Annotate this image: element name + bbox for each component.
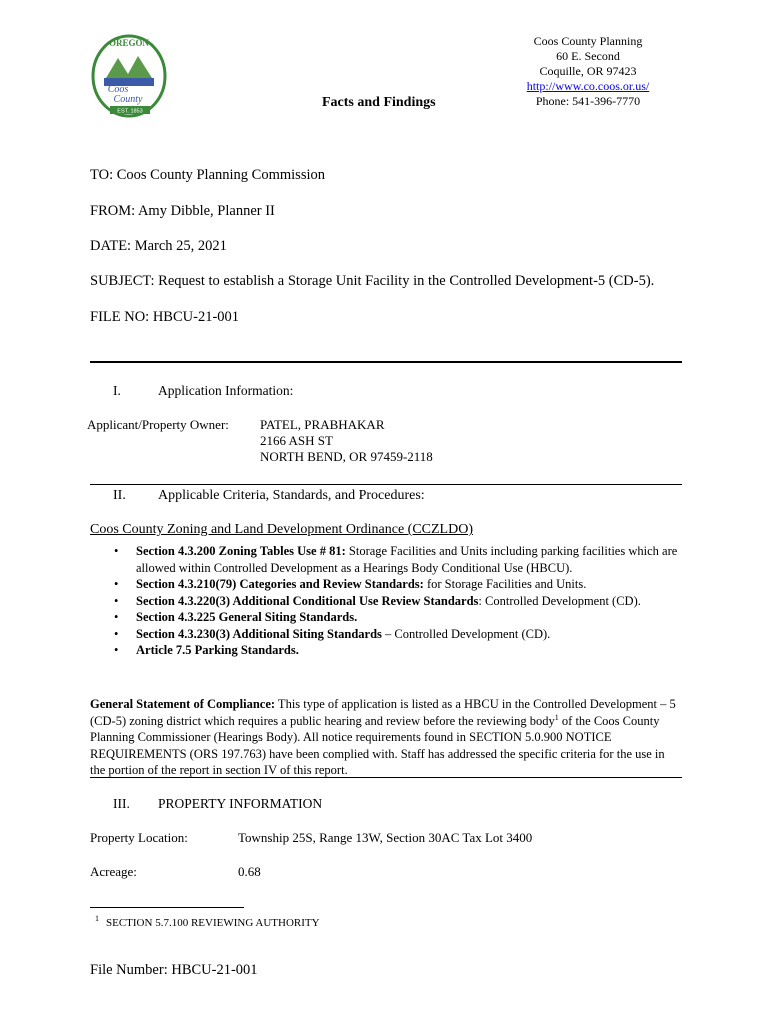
section-3-number: III. (113, 796, 130, 811)
memo-to: TO: Coos County Planning Commission (90, 167, 325, 183)
logo-est: EST. 1853 (117, 108, 143, 115)
memo-from: FROM: Amy Dibble, Planner II (90, 203, 275, 219)
office-website-link[interactable]: http://www.co.coos.or.us/ (526, 79, 650, 93)
list-item: • Section 4.3.230(3) Additional Siting Standards – Controlled Development (CD). (112, 626, 687, 643)
applicant-city: NORTH BEND, OR 97459-2118 (260, 449, 433, 464)
section-1-title: Application Information: (158, 383, 294, 398)
logo-name-line1: Coos (107, 84, 129, 95)
applicant-name: PATEL, PRABHAKAR (260, 417, 385, 432)
footnote-rule (90, 907, 244, 908)
list-item: • Section 4.3.225 General Siting Standards. (112, 609, 687, 626)
applicant-value (260, 417, 433, 465)
section-2-number: II. (113, 488, 126, 503)
compliance-statement: General Statement of Compliance: This type of application is listed as a HBCU in the Controlled Development – 5 (CD-5) zoning district which requires a public hearing and review before the reviewing body$^1$ of the Coos County Planning Commissioner (Hearings Body). All notice requirements found in SECTION 5.0.900 NOTICE REQUIREMENTS (ORS 197.763) have been complied with. Staff has addressed the specific criteria for the use in the portion of the report in section IV of this report. (90, 697, 676, 777)
office-city: Coquille, OR 97423 (539, 64, 637, 78)
office-address (478, 34, 698, 109)
applicant-street: 2166 ASH ST (260, 433, 333, 448)
footnote-ref[interactable]: 1 (554, 712, 559, 722)
acreage-label: Acreage: (90, 864, 137, 879)
footer-file-number: File Number: HBCU-21-001 (90, 962, 258, 978)
list-item: • Section 4.3.210(79) Categories and Review Standards: for Storage Facilities and Units. (112, 576, 687, 593)
memo-file-no: FILE NO: HBCU-21-001 (90, 309, 240, 325)
footnote-marker: 1 (95, 914, 99, 923)
office-phone: Phone: 541-396-7770 (535, 94, 641, 108)
compliance-label: General Statement of Compliance: (90, 697, 276, 711)
property-location-label: Property Location: (90, 830, 188, 845)
office-name: Coos County Planning (533, 34, 643, 48)
section-1-number: I. (113, 383, 121, 398)
logo-name-line2: County (113, 94, 143, 105)
property-location-value: Township 25S, Range 13W, Section 30AC Tax Lot 3400 (238, 830, 533, 845)
county-seal-icon (88, 32, 170, 120)
criteria-list (112, 543, 687, 659)
memo-date: DATE: March 25, 2021 (90, 238, 227, 254)
coos-county-logo (88, 32, 170, 120)
applicant-label: Applicant/Property Owner: (87, 417, 229, 432)
document-title: Facts and Findings (322, 95, 436, 110)
list-item: • Section 4.3.220(3) Additional Conditional Use Review Standards: Controlled Development (CD). (112, 593, 687, 610)
memo-subject: SUBJECT: Request to establish a Storage Unit Facility in the Controlled Development-5 (CD-5). (90, 273, 655, 289)
footnote-text: SECTION 5.7.100 REVIEWING AUTHORITY (106, 917, 320, 929)
section-divider (90, 361, 682, 363)
list-item: • Section 4.3.200 Zoning Tables Use # 81: Storage Facilities and Units including parking facilities which are allowed within Controlled Development as a Hearings Body Conditional Use (HBCU). (112, 543, 687, 576)
logo-top-text: OREGON (108, 38, 150, 48)
acreage-value: 0.68 (238, 864, 261, 879)
section-divider (90, 484, 682, 485)
ordinance-heading: Coos County Zoning and Land Development Ordinance (CCZLDO) (90, 522, 473, 537)
section-divider (90, 777, 682, 778)
section-2-title: Applicable Criteria, Standards, and Procedures: (158, 488, 425, 503)
list-item: • Article 7.5 Parking Standards. (112, 642, 687, 659)
section-3-title: PROPERTY INFORMATION (158, 796, 323, 811)
office-street: 60 E. Second (556, 49, 620, 63)
